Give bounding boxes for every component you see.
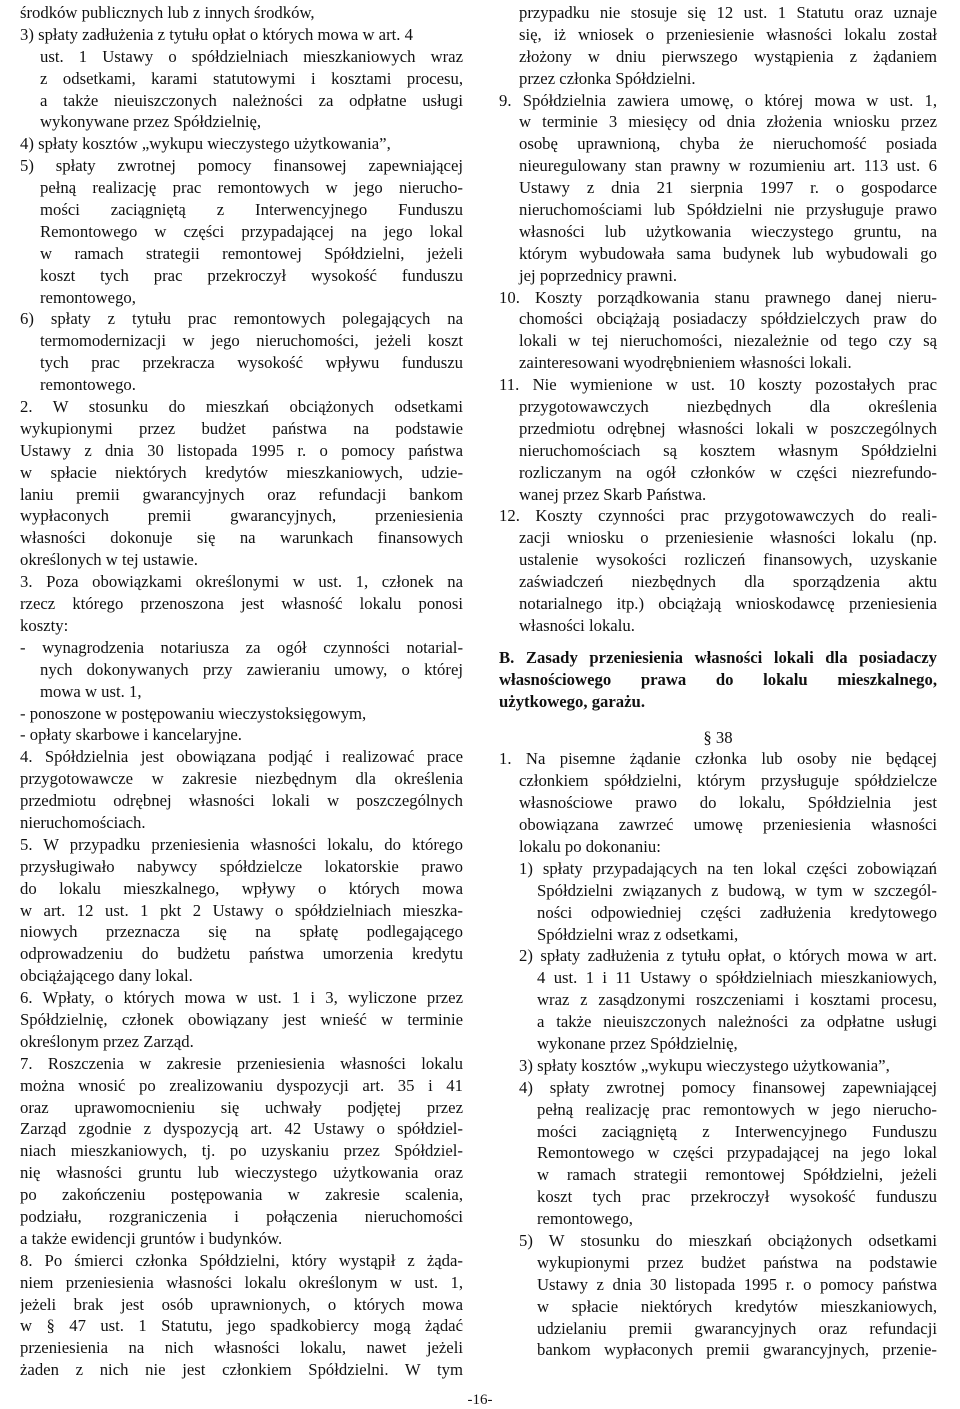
text-line: a także ewidencji gruntów i budynków. <box>20 1228 283 1248</box>
text-line: a także nieuiszczonych należności za odpłatne usługi <box>537 1012 937 1032</box>
text-line: 4 ust. 1 i 11 Ustawy o spółdzielniach mieszkaniowych, <box>537 968 937 988</box>
text-line: Zarząd zgodnie z dyspozycją art. 42 Ustawy o spółdziel- <box>20 1119 463 1139</box>
text-line: Remontowego w części przypadającej na jego lokal <box>537 1143 937 1163</box>
text-line: przedmiotu odrębnej własności lokali w poszczególnych <box>20 791 463 811</box>
text-line: zaświadczeń niezbędnych dla sporządzenia aktu <box>519 572 937 592</box>
text-line: przysługiwało nabywcy spółdzielcze lokatorskie prawo <box>20 856 463 876</box>
text-line: w art. 12 ust. 1 pkt 2 Ustawy o spółdzielniach mieszka- <box>20 900 463 920</box>
text-line: jeżeli brak jest osób uprawnionych, o których mowa <box>20 1294 463 1314</box>
text-line: własności dokonuje się na warunkach finansowych <box>20 528 463 548</box>
text-line: w ramach strategii remontowej Spółdzielni, jeżeli <box>40 243 463 263</box>
text-line: a także nieuiszczonych należności za odpłatne usługi <box>40 90 463 110</box>
text-line: przygotowawczych niezbędnych dla określenia <box>519 397 937 417</box>
text-line: niowych przeznacza się na spłatę podlegającego <box>20 922 463 942</box>
text-line: 5) spłaty zwrotnej pomocy finansowej zapewniającej <box>20 156 463 176</box>
text-line: nych dokonywanych przy zawieraniu umowy, o której <box>40 659 463 679</box>
text-line: nię własności gruntu lub wieczystego użytkowania oraz <box>20 1163 463 1183</box>
right-column <box>499 2 937 1361</box>
text-line: nieruchomościach są kosztem własnym Spółdzielni <box>519 440 937 460</box>
text-line: 5) W stosunku do mieszkań obciążonych odsetkami <box>519 1230 937 1250</box>
text-line: wykonane przez Spółdzielnię, <box>537 1033 738 1053</box>
text-line: 5. W przypadku przeniesienia własności lokalu, do którego <box>20 834 463 854</box>
section-heading-line: B. Zasady przeniesienia własności lokali dla posiadaczy <box>499 647 937 667</box>
text-line: 7. Roszczenia w zakresie przeniesienia własności lokalu <box>20 1053 463 1073</box>
text-line: przeniesienia na nich własności lokalu, nawet jeżeli <box>20 1338 463 1358</box>
text-line: wypłaconych premii gwarancyjnych, przeniesienia <box>20 506 463 526</box>
text-line: przypadku nie stosuje się 12 ust. 1 Statutu oraz uznaje <box>519 3 937 22</box>
text-line: niach mieszkaniowych, tj. po uzyskaniu przez Spółdziel- <box>20 1141 463 1161</box>
text-line: mości zaciągniętą z Interwencyjnego Funduszu <box>537 1121 937 1141</box>
text-line: koszty: <box>20 615 69 635</box>
text-line: remontowego, <box>40 287 136 307</box>
text-line: - wynagrodzenia notariusza za ogół czynności notarial- <box>20 637 463 657</box>
text-line: pełną realizację prac remontowych w jego nierucho- <box>40 178 463 198</box>
section-number: § 38 <box>703 727 733 747</box>
text-line: 8. Po śmierci członka Spółdzielni, który wystąpił z żąda- <box>20 1250 463 1270</box>
text-line: lokali w tej nieruchomości, niezależnie od tego czy są <box>519 331 937 351</box>
left-column <box>20 2 463 1381</box>
text-line: lokalu po dokonaniu: <box>519 836 661 856</box>
text-line: remontowego. <box>40 375 136 395</box>
text-line: 4) spłaty zwrotnej pomocy finansowej zapewniającej <box>519 1077 937 1097</box>
text-line: w spłacie niektórych kredytów mieszkaniowych, <box>537 1296 937 1316</box>
text-line: rzecz którego przenoszona jest własność lokalu ponosi <box>20 594 463 614</box>
text-line: - ponoszone w postępowaniu wieczystoksięgowym, <box>20 703 367 723</box>
text-line: ności odpowiedniej części zadłużenia kredytowego <box>537 902 937 922</box>
text-line: z odsetkami, karami statutowymi i kosztami procesu, <box>40 68 463 88</box>
text-line: ust. 1 Ustawy o spółdzielniach mieszkaniowych wraz <box>40 46 463 66</box>
text-line: 1. Na pisemne żądanie członka lub osoby nie będącej <box>499 749 937 769</box>
text-line: nieruchomościami lub Spółdzielni nie przysługuje prawo <box>519 200 937 220</box>
text-line: wykonywane przez Spółdzielnię, <box>40 112 262 132</box>
text-line: wykupionymi przez budżet państwa na podstawie <box>20 418 463 438</box>
text-line: żaden z nich nie jest członkiem Spółdzielni. W tym <box>20 1360 463 1380</box>
text-line: 11. Nie wymienione w ust. 10 koszty pozostałych prac <box>499 375 937 395</box>
text-line: Spółdzielnię, członek obowiązany jest wnieść w terminie <box>20 1009 463 1029</box>
text-line: Spółdzielni wraz z odsetkami, <box>537 924 739 944</box>
spacer <box>499 637 937 647</box>
text-line: w ramach strategii remontowej Spółdzielni, jeżeli <box>537 1165 937 1185</box>
text-line: w terminie 3 miesięcy od dnia złożenia wniosku przez <box>519 112 937 132</box>
text-line: obowiązana zawrzeć umowę przeniesienia własności <box>519 815 937 835</box>
spacer <box>499 713 937 727</box>
text-line: 3) spłaty zadłużenia z tytułu opłat o których mowa w art. 4 <box>20 24 413 44</box>
text-line: złożony w dniu pierwszego wystąpienia z żądaniem <box>519 46 937 66</box>
text-line: zacji wniosku o przeniesienie własności lokalu (np. <box>519 528 937 548</box>
text-line: w § 47 ust. 1 Statutu, jego spadkobiercy mogą żądać <box>20 1316 463 1336</box>
text-line: 1) spłaty przypadających na ten lokal części zobowiązań <box>519 858 937 878</box>
text-line: Spółdzielni związanych z budową, w tym w szczegól- <box>537 880 937 900</box>
text-line: laniu premii gwarancyjnych oraz refundacji bankom <box>20 484 463 504</box>
text-line: po zakończeniu postępowania w zakresie scalenia, <box>20 1185 463 1205</box>
text-line: środków publicznych lub z innych środków, <box>20 3 315 22</box>
text-line: jej poprzednicy prawni. <box>519 265 678 285</box>
text-line: mości zaciągniętą z Interwencyjnego Funduszu <box>40 200 463 220</box>
text-line: 2) spłaty zadłużenia z tytułu opłat, o których mowa w art. <box>519 946 937 966</box>
text-line: 4. Spółdzielnia jest obowiązana podjąć i realizować prace <box>20 747 463 767</box>
text-line: Ustawy z dnia 30 listopada 1995 r. o pomocy państwa <box>20 440 463 460</box>
text-line: notarialnego itp.) obciążają wnioskodawcę przeniesienia <box>519 594 937 614</box>
text-line: odprowadzeniu do budżetu państwa umorzenia kredytu <box>20 944 463 964</box>
text-line: mowa w ust. 1, <box>40 681 142 701</box>
text-line: Ustawy z dnia 21 sierpnia 1997 r. o gospodarce <box>519 178 937 198</box>
text-line: chomości obciążają posiadaczy spółdzielczych praw do <box>519 309 937 329</box>
section-heading-line: własnościowego prawa do lokalu mieszkalnego, <box>499 669 937 689</box>
text-line: pełną realizację prac remontowych w jego nierucho- <box>537 1099 937 1119</box>
text-line: się, iż wniosek o przeniesienie własności lokalu został <box>519 24 937 44</box>
text-line: 9. Spółdzielnia zawiera umowę, o której mowa w ust. 1, <box>499 90 937 110</box>
text-line: termomodernizacji w jego nieruchomości, jeżeli koszt <box>40 331 463 351</box>
text-line: do lokalu mieszkalnego, wpływy o których mowa <box>20 878 463 898</box>
text-line: określonym przez Zarząd. <box>20 1031 194 1051</box>
text-line: można wnosić po zrealizowaniu dyspozycji art. 35 i 41 <box>20 1075 463 1095</box>
text-line: 3. Poza obowiązkami określonymi w ust. 1, członek na <box>20 572 463 592</box>
text-line: przygotowawcze w zakresie niezbędnym dla określenia <box>20 769 463 789</box>
text-line: ustalenie wysokości rozliczeń finansowych, uzyskanie <box>519 550 937 570</box>
text-line: osobę uprawnioną, chyba że nieruchomość posiada <box>519 134 937 154</box>
text-line: wraz z zasądzonymi roszczeniami i kosztami procesu, <box>537 990 937 1010</box>
text-line: Remontowego w części przypadającej na jego lokal <box>40 221 463 241</box>
text-line: 3) spłaty kosztów „wykupu wieczystego użytkowania”, <box>519 1055 890 1075</box>
text-line: w spłacie niektórych kredytów mieszkaniowych, udzie- <box>20 462 463 482</box>
text-line: własnościowe prawo do lokalu, Spółdzielnia jest <box>519 793 937 813</box>
text-line: nieruchomościach. <box>20 812 146 832</box>
text-line: koszt tych prac przekroczył wysokość funduszu <box>537 1187 937 1207</box>
text-line: którym wybudowała sama budynek lub wybudowali go <box>519 243 937 263</box>
text-line: bankom wypłaconych premii gwarancyjnych, przenie- <box>537 1340 937 1360</box>
text-line: 4) spłaty kosztów „wykupu wieczystego użytkowania”, <box>20 134 391 154</box>
text-line: własności lub użytkowania wieczystego gruntu, na <box>519 221 937 241</box>
text-line: nieuregulowany stan prawny w rozumieniu art. 113 ust. 6 <box>519 156 937 176</box>
text-line: oraz uprawomocnieniu się uchwały podjętej przez <box>20 1097 463 1117</box>
text-line: przez członka Spółdzielni. <box>519 68 696 88</box>
text-line: 12. Koszty czynności prac przygotowawczych do reali- <box>499 506 937 526</box>
text-line: wanej przez Skarb Państwa. <box>519 484 707 504</box>
text-line: udzielaniu premii gwarancyjnych oraz refundacji <box>537 1318 937 1338</box>
text-line: 6. Wpłaty, o których mowa w ust. 1 i 3, wyliczone przez <box>20 988 463 1008</box>
text-line: własności lokalu. <box>519 615 635 635</box>
text-line: remontowego, <box>537 1209 633 1229</box>
text-line: - opłaty skarbowe i kancelaryjne. <box>20 725 242 745</box>
page-number: -16- <box>467 1392 493 1408</box>
text-line: zainteresowani wyodrębnieniem własności lokali. <box>519 353 852 373</box>
text-line: podziału, rozgraniczenia i połączenia nieruchomości <box>20 1206 463 1226</box>
text-line: tych prac przekracza wysokość wpływu funduszu <box>40 353 463 373</box>
text-line: 6) spłaty z tytułu prac remontowych polegających na <box>20 309 463 329</box>
text-line: 10. Koszty porządkowania stanu prawnego danej nieru- <box>499 287 937 307</box>
text-line: Ustawy z dnia 30 listopada 1995 r. o pomocy państwa <box>537 1274 937 1294</box>
text-line: określonych w tej ustawie. <box>20 550 198 570</box>
section-heading-line: użytkowego, garażu. <box>499 691 645 711</box>
text-line: 2. W stosunku do mieszkań obciążonych odsetkami <box>20 397 463 417</box>
text-line: koszt tych prac przekroczył wysokość funduszu <box>40 265 463 285</box>
text-line: przedmiotu odrębnej własności lokali w poszczególnych <box>519 418 937 438</box>
text-line: członkiem spółdzielni, którym przysługuje spółdzielcze <box>519 771 937 791</box>
text-line: rozliczanym na ogół członków w części niezrefundo- <box>519 462 937 482</box>
text-line: niem przeniesienia własności lokalu określonym w ust. 1, <box>20 1272 463 1292</box>
text-line: wykupionymi przez budżet państwa na podstawie <box>537 1252 937 1272</box>
text-line: obciążającego dany lokal. <box>20 966 193 986</box>
